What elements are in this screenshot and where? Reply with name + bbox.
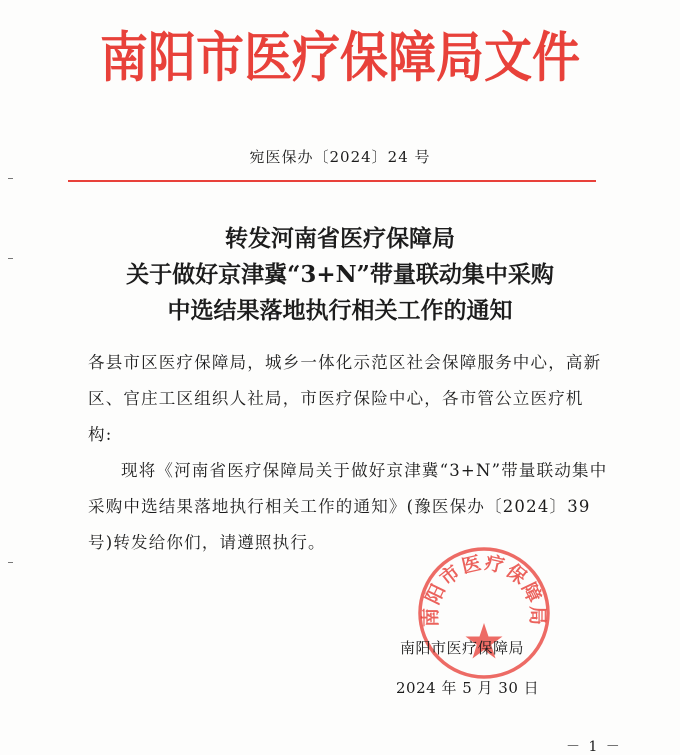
red-divider-line bbox=[68, 180, 596, 182]
title-line-1: 转发河南省医疗保障局 bbox=[225, 225, 455, 252]
document-header-title: 南阳市医疗保障局文件 bbox=[99, 26, 580, 90]
body-paragraph: 现将《河南省医疗保障局关于做好京津冀“3+N”带量联动集中采购中选结果落地执行相关工作的通知》(豫医保办〔2024〕39 号)转发给你们，请遵照执行。 bbox=[88, 461, 608, 552]
official-seal-stamp bbox=[416, 545, 552, 681]
title-line-3: 中选结果落地执行相关工作的通知 bbox=[167, 297, 513, 324]
binding-mark bbox=[8, 562, 13, 563]
binding-mark bbox=[8, 258, 13, 259]
addressee-paragraph: 各县市区医疗保障局，城乡一体化示范区社会保障服务中心，高新区、官庄工区组织人社局，市医疗保险中心，各市管公立医疗机构: bbox=[88, 353, 602, 444]
seal-text: 南阳市医疗保障局 bbox=[419, 551, 549, 628]
signature-date: 2024 年 5 月 30 日 bbox=[396, 679, 540, 697]
title-line-2: 关于做好京津冀“3+N”带量联动集中采购 bbox=[126, 261, 554, 288]
signature-organization: 南阳市医疗保障局 bbox=[400, 639, 525, 657]
binding-mark bbox=[8, 178, 13, 179]
document-title bbox=[40, 221, 640, 329]
document-number: 宛医保办〔2024〕24 号 bbox=[249, 148, 431, 166]
svg-text:南阳市医疗保障局 bbox=[420, 551, 548, 627]
page-number: － 1 － bbox=[566, 739, 622, 755]
